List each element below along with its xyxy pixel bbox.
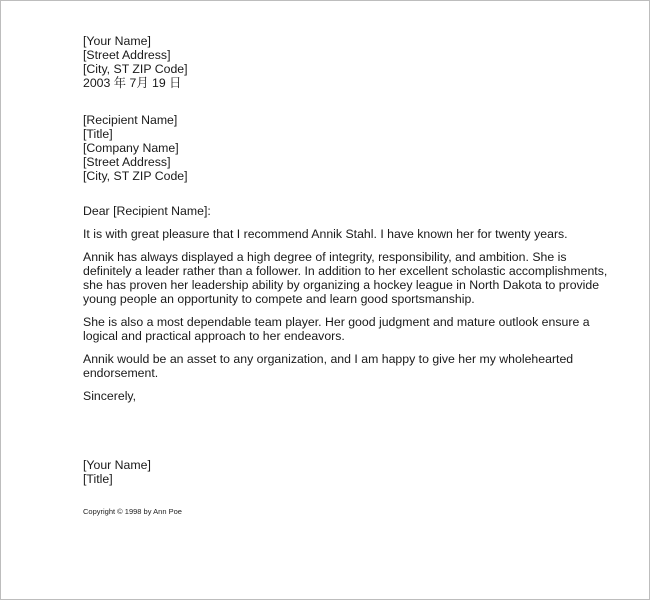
recipient-name: [Recipient Name] (83, 113, 178, 127)
letter-date: 2003 年 7月 19 日 (83, 76, 182, 90)
recipient-company: [Company Name] (83, 141, 179, 155)
body-paragraph-2: Annik has always displayed a high degree of integrity, responsibility, and ambition. She is definitely a leader rather than a follower. In addition to her excellent scholastic accomplishments, she has proven her leadership ability by organizing a hockey league in North Dakota to provide young people an opportunity to compete and learn good sportsmanship. (83, 250, 608, 306)
recipient-title: [Title] (83, 127, 113, 141)
signature-title: [Title] (83, 472, 113, 486)
recipient-block (83, 113, 608, 183)
body-paragraph-4: Annik would be an asset to any organization, and I am happy to give her my wholehearted endorsement. (83, 352, 574, 380)
sender-city: [City, ST ZIP Code] (83, 62, 188, 76)
salutation: Dear [Recipient Name]: (83, 204, 211, 218)
signature-name: [Your Name] (83, 458, 151, 472)
copyright-notice: Copyright © 1998 by Ann Poe (83, 507, 182, 516)
recipient-street: [Street Address] (83, 155, 171, 169)
closing: Sincerely, (83, 389, 137, 403)
sender-street: [Street Address] (83, 48, 171, 62)
sender-name: [Your Name] (83, 34, 151, 48)
recipient-city: [City, ST ZIP Code] (83, 169, 188, 183)
letter-content (83, 34, 608, 517)
sender-block (83, 34, 608, 90)
body-paragraph-1: It is with great pleasure that I recommend Annik Stahl. I have known her for twenty years. (83, 227, 568, 241)
signature-block (83, 458, 608, 486)
body-paragraph-3: She is also a most dependable team player. Her good judgment and mature outlook ensure a logical and practical approach to her endeavors. (83, 315, 590, 343)
